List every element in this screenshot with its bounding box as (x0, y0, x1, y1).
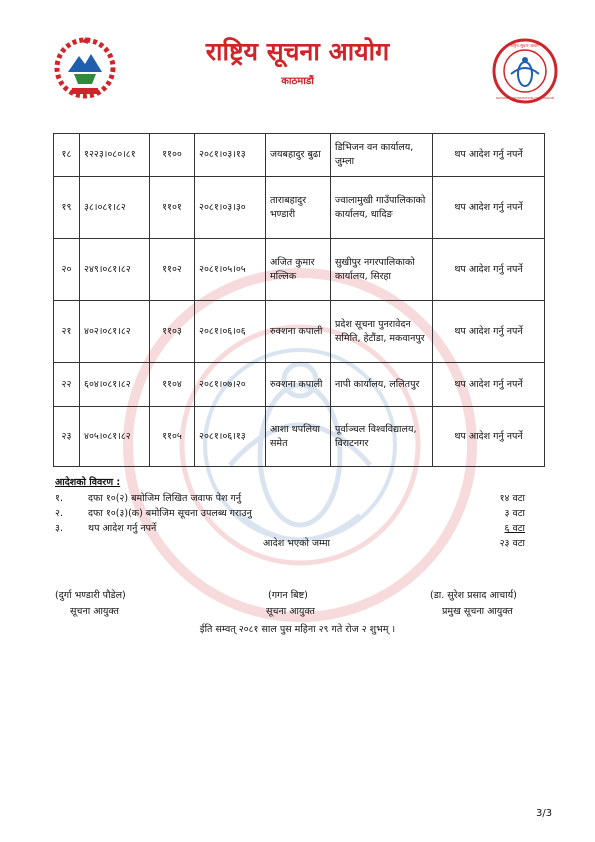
summary-item (55, 521, 545, 536)
cell-date: २०८१।०३।३० (195, 177, 266, 239)
signature-name: (डा. सुरेश प्रसाद आचार्य) (430, 590, 517, 601)
summary-item-number: ३. (55, 523, 63, 534)
cell-office: पूर्वाञ्चल विश्वविद्यालय, विराटनगर (331, 407, 433, 467)
page-title: राष्ट्रिय सूचना आयोग (205, 37, 390, 66)
summary-item-count: १४ वटा (499, 493, 525, 504)
cell-no: ११०२ (150, 239, 195, 301)
cell-sn: १९ (54, 177, 80, 239)
cell-reg: २४९।०८१।८२ (80, 239, 150, 301)
table-row (54, 134, 545, 177)
cell-name: अजित कुमार मल्लिक (266, 239, 331, 301)
cell-no: ११०५ (150, 407, 195, 467)
cell-decision: थप आदेश गर्नु नपर्ने (433, 363, 545, 407)
cell-date: २०८१।०३।१३ (195, 134, 266, 177)
cell-reg: ४०२।०८१।८२ (80, 301, 150, 363)
cell-date: २०८१।०६।०६ (195, 301, 266, 363)
summary-heading: आदेशको विवरण : (55, 477, 121, 488)
cell-office: सुखीपुर नगरपालिकाको कार्यालय, सिरहा (331, 239, 433, 301)
cell-office: ज्वालामुखी गाउँपालिकाको कार्यालय, धादिङ (331, 177, 433, 239)
cell-reg: १२२३।०८०।८१ (80, 134, 150, 177)
cell-no: ११०४ (150, 363, 195, 407)
cell-decision: थप आदेश गर्नु नपर्ने (433, 301, 545, 363)
signature-title: सूचना आयुक्त (70, 606, 119, 617)
cell-no: ११०० (150, 134, 195, 177)
cell-decision: थप आदेश गर्नु नपर्ने (433, 134, 545, 177)
summary-item-number: २. (55, 508, 63, 519)
cell-no: ११०३ (150, 301, 195, 363)
cell-name: आशा थपलिया समेत (266, 407, 331, 467)
emblem-bottom-text: NATIONAL INFORMATION COMMISSION (496, 96, 554, 100)
cell-office: डिभिजन वन कार्यालय, जुम्ला (331, 134, 433, 177)
cell-sn: २० (54, 239, 80, 301)
table-row (54, 239, 545, 301)
cell-sn: २३ (54, 407, 80, 467)
summary-total-label: आदेश भएको जम्मा (263, 538, 330, 549)
order-summary (55, 475, 545, 551)
cell-office: प्रदेश सूचना पुनरावेदन समिति, हेटौंडा, मकवानपुर (331, 301, 433, 363)
summary-item (55, 506, 545, 521)
emblem-top-text: राष्ट्रिय सूचना आयोग (510, 43, 540, 48)
page-number: 3/3 (536, 808, 553, 819)
summary-total (55, 536, 545, 551)
signature-name: (गगन बिष्ट) (268, 590, 308, 601)
cell-reg: ३८।०८१।८२ (80, 177, 150, 239)
signature-title: सूचना आयुक्त (266, 606, 315, 617)
cell-no: ११०१ (150, 177, 195, 239)
cell-date: २०८१।०७।२० (195, 363, 266, 407)
cell-decision: थप आदेश गर्नु नपर्ने (433, 239, 545, 301)
cell-sn: २१ (54, 301, 80, 363)
table-row (54, 407, 545, 467)
cell-name: ताराबहादुर भण्डारी (266, 177, 331, 239)
cell-reg: ६०४।०८१।८२ (80, 363, 150, 407)
cell-name: रुक्शना कपाली (266, 301, 331, 363)
summary-item-number: १. (55, 493, 63, 504)
signature-name: (दुर्गा भण्डारी पौडेल) (55, 590, 126, 601)
table-row (54, 301, 545, 363)
summary-item-text: दफा १०(२) बमोजिम लिखित जवाफ पेश गर्नु (88, 493, 242, 504)
cell-sn: १८ (54, 134, 80, 177)
page-subtitle: काठमाडौं (281, 76, 314, 87)
summary-item-count: ३ वटा (504, 508, 525, 519)
commission-emblem-logo (492, 38, 558, 104)
cell-decision: थप आदेश गर्नु नपर्ने (433, 407, 545, 467)
summary-item (55, 491, 545, 506)
summary-item-text: थप आदेश गर्नु नपर्ने (88, 523, 157, 534)
cell-date: २०८१।०६।१३ (195, 407, 266, 467)
summary-item-count: ६ वटा (504, 523, 525, 534)
cell-name: जयबहादुर बुढा (266, 134, 331, 177)
cell-sn: २२ (54, 363, 80, 407)
cell-office: नापी कार्यालय, ललितपुर (331, 363, 433, 407)
cell-date: २०८१।०५।०५ (195, 239, 266, 301)
records-table (53, 133, 545, 467)
date-line: ईति सम्वत् २०८१ साल पुस महिना २९ गते रोज २ शुभम् । (199, 624, 396, 635)
table-row (54, 363, 545, 407)
cell-name: रुक्शना कपाली (266, 363, 331, 407)
cell-reg: ४०५।०८१।८२ (80, 407, 150, 467)
summary-item-text: दफा १०(३)(क) बमोजिम सूचना उपलब्ध गराउनु (88, 508, 252, 519)
table-row (54, 177, 545, 239)
cell-decision: थप आदेश गर्नु नपर्ने (433, 177, 545, 239)
signature-title: प्रमुख सूचना आयुक्त (442, 606, 513, 617)
summary-total-count: २३ वटा (499, 538, 525, 549)
